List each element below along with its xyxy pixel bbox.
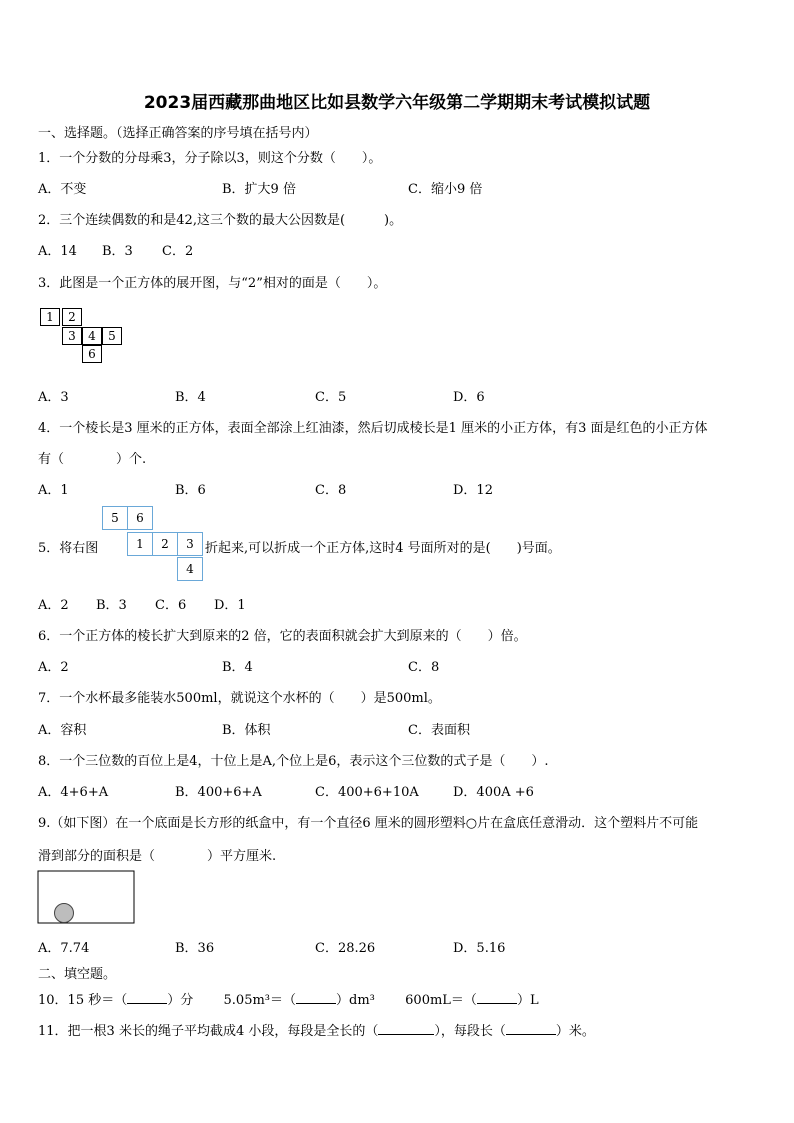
q6-option-a: A．2: [38, 660, 69, 675]
q3-net-face: 5: [102, 327, 122, 345]
q5-net-face: 5: [102, 506, 128, 530]
question-11: [38, 1020, 595, 1039]
page-title: 2023届西藏那曲地区比如县数学六年级第二学期期末考试模拟试题: [143, 93, 651, 113]
q4-option-c: C．8: [315, 483, 347, 498]
q9-option-a: A．7.74: [38, 941, 90, 956]
q8-option-a: A．4+6+A: [38, 785, 109, 800]
question-9-line-2: 滑到部分的面积是（ ）平方厘米.: [38, 849, 277, 864]
q3-option-a: A．3: [38, 390, 69, 405]
q4-option-a: A．1: [38, 483, 69, 498]
q4-option-d: D．12: [453, 483, 493, 498]
q3-net-face: 3: [62, 327, 82, 345]
question-2: 2．三个连续偶数的和是42,这三个数的最大公因数是( )。: [38, 213, 403, 228]
q5-option-d: D．1: [214, 598, 246, 613]
q7-option-a: A．容积: [38, 723, 87, 738]
section-fill-heading: 二、填空题。: [38, 967, 117, 982]
q1-option-a: A．不变: [38, 182, 87, 197]
question-4-line-2: 有（ ）个.: [38, 452, 147, 467]
q9-option-b: B．36: [175, 941, 215, 956]
question-1: 1．一个分数的分母乘3，分子除以3，则这个分数（ ）。: [38, 151, 382, 166]
q2-option-a: A．14: [38, 244, 77, 259]
q3-option-b: B．4: [175, 390, 206, 405]
q10-part-1: 10．15 秒＝（: [38, 993, 128, 1008]
q8-option-c: C．400+6+10A: [315, 785, 419, 800]
q5-option-c: C．6: [155, 598, 187, 613]
q5-net-face: 1: [127, 532, 153, 556]
q2-option-c: C．2: [162, 244, 194, 259]
q9-option-d: D．5.16: [453, 941, 506, 956]
section-choice-heading: 一、选择题。（选择正确答案的序号填在括号内）: [38, 126, 318, 141]
q2-option-b: B．3: [102, 244, 133, 259]
q10-part-4: ）dm³: [336, 993, 375, 1008]
q9-option-c: C．28.26: [315, 941, 376, 956]
q11-blank-1[interactable]: [378, 1034, 434, 1035]
question-9-line-1: 9.（如下图）在一个底面是长方形的纸盒中，有一个直径6 厘米的圆形塑料○片在盒底任意滑动．这个塑料片不可能: [38, 816, 699, 831]
q11-part-1: 11．把一根3 米长的绳子平均截成4 小段，每段是全长的（: [38, 1024, 379, 1039]
q3-option-d: D．6: [453, 390, 485, 405]
q8-option-d: D．400A +6: [453, 785, 534, 800]
q3-net-face: 4: [82, 327, 102, 345]
question-7: 7．一个水杯最多能装水500ml，就说这个水杯的（ ）是500ml。: [38, 691, 441, 706]
question-5-prefix: 5．将右图: [38, 541, 99, 556]
q5-option-a: A．2: [38, 598, 69, 613]
q5-option-b: B．3: [96, 598, 127, 613]
q5-net-face: 4: [177, 557, 203, 581]
q11-part-2: ），每段长（: [434, 1024, 506, 1039]
q1-option-c: C．缩小9 倍: [408, 182, 483, 197]
q10-part-5: 600mL＝（: [405, 993, 477, 1008]
q6-option-b: B．4: [222, 660, 253, 675]
q9-rectangle: [38, 871, 134, 923]
q9-box-diagram: [37, 870, 137, 926]
q10-blank-3[interactable]: [477, 1003, 517, 1004]
q5-net-face: 2: [152, 532, 178, 556]
q6-option-c: C．8: [408, 660, 440, 675]
q10-blank-2[interactable]: [296, 1003, 336, 1004]
q3-option-c: C．5: [315, 390, 347, 405]
q10-part-3: 5.05m³＝（: [223, 993, 296, 1008]
q11-part-3: ）米。: [555, 1024, 595, 1039]
q10-blank-1[interactable]: [127, 1003, 167, 1004]
q5-net-face: 3: [177, 532, 203, 556]
question-6: 6．一个正方体的棱长扩大到原来的2 倍，它的表面积就会扩大到原来的（ ）倍。: [38, 629, 527, 644]
q5-net-face: 6: [127, 506, 153, 530]
q3-net-face: 1: [40, 308, 60, 326]
q3-net-face: 2: [62, 308, 82, 326]
q9-circle-disk: [55, 904, 74, 923]
q8-option-b: B．400+6+A: [175, 785, 262, 800]
q10-part-6: ）L: [516, 993, 539, 1008]
q10-part-2: ）分: [167, 993, 194, 1008]
q7-option-c: C．表面积: [408, 723, 470, 738]
question-8: 8．一个三位数的百位上是4，十位上是A,个位上是6，表示这个三位数的式子是（ ）.: [38, 754, 549, 769]
question-4-line-1: 4．一个棱长是3 厘米的正方体，表面全部涂上红油漆，然后切成棱长是1 厘米的小正方体，有3 面是红色的小正方体: [38, 421, 708, 436]
q11-blank-2[interactable]: [506, 1034, 556, 1035]
q4-option-b: B．6: [175, 483, 206, 498]
question-5-suffix: 折起来,可以折成一个正方体,这时4 号面所对的是( )号面。: [205, 541, 561, 556]
q3-net-face: 6: [82, 345, 102, 363]
q7-option-b: B．体积: [222, 723, 271, 738]
question-10: [38, 989, 539, 1008]
question-3: 3．此图是一个正方体的展开图，与“2”相对的面是（ ）。: [38, 276, 387, 291]
q1-option-b: B．扩大9 倍: [222, 182, 296, 197]
